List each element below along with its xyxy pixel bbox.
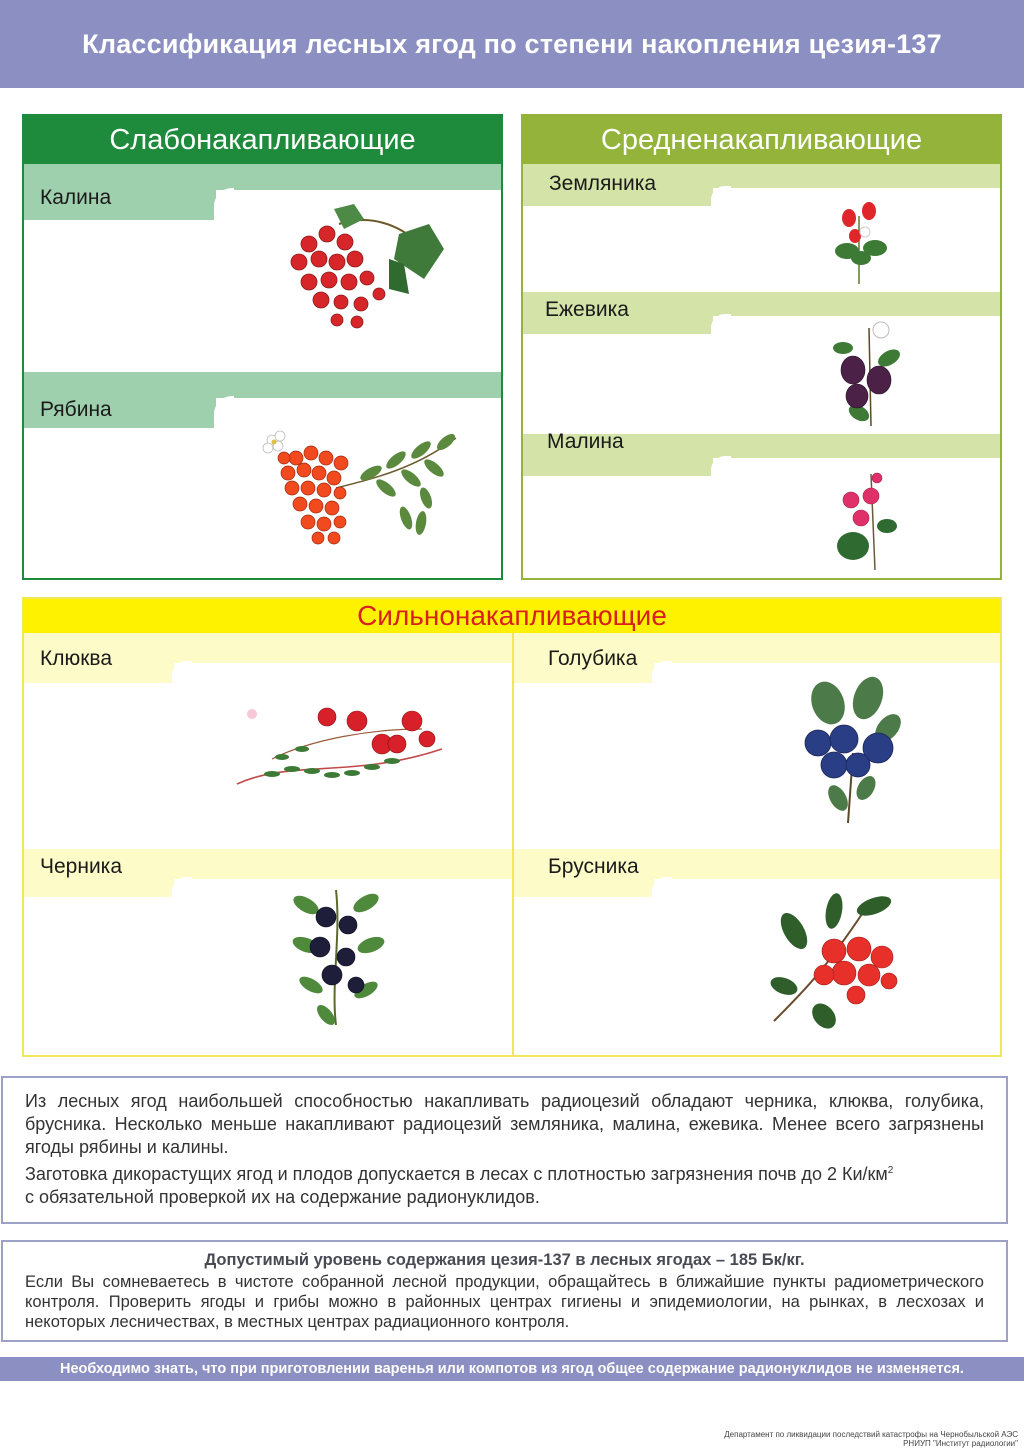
info-paragraph-3: с обязательной проверкой их на содержание радионуклидов. bbox=[25, 1187, 540, 1207]
weak-panel bbox=[22, 114, 503, 580]
credit-line-2: РНИУП "Институт радиологии" bbox=[903, 1439, 1018, 1448]
info-box bbox=[1, 1076, 1008, 1224]
tab-corner bbox=[711, 456, 731, 478]
page-title: Классификация лесных ягод по степени накопления цезия-137 bbox=[82, 28, 942, 59]
tab-corner bbox=[214, 188, 234, 222]
label-chernika: Черника bbox=[40, 855, 123, 878]
golubika-image bbox=[798, 673, 908, 825]
label-zemlyanika: Земляника bbox=[549, 172, 657, 195]
limit-title: Допустимый уровень содержания цезия-137 в лесных ягодах – 185 Бк/кг. bbox=[204, 1251, 805, 1269]
tab-corner bbox=[652, 661, 672, 685]
tab-bar bbox=[24, 372, 503, 398]
klyukva-image bbox=[232, 699, 447, 799]
label-klyukva: Клюква bbox=[40, 647, 113, 670]
limit-box bbox=[1, 1240, 1008, 1342]
tab-notch bbox=[523, 458, 713, 476]
zemlyanika-image bbox=[829, 196, 899, 286]
label-ezhevika: Ежевика bbox=[545, 298, 629, 321]
tab-corner bbox=[652, 877, 672, 899]
weak-panel-header: Слабонакапливающие bbox=[24, 116, 501, 164]
title-bar bbox=[0, 0, 1024, 88]
strong-panel-header: Сильнонакапливающие bbox=[24, 599, 1000, 633]
tab-corner bbox=[172, 877, 192, 899]
limit-body: Если Вы сомневаетесь в чистоте собранной лесной продукции, обращайтесь в ближайшие пункты радиометрического контроля. Проверить ягоды и грибы можно в районных центрах гигиены и эпидемиологии, на рынках, в лесхозах и некоторых лесничествах, в местных центрах радиационного контроля. bbox=[25, 1273, 984, 1331]
strong-panel bbox=[22, 597, 1002, 1057]
chernika-image bbox=[286, 885, 396, 1031]
tab-corner bbox=[711, 186, 731, 208]
brusnika-image bbox=[764, 891, 910, 1031]
info-superscript: 2 bbox=[887, 1165, 894, 1176]
tab-corner bbox=[172, 661, 192, 685]
malina-image bbox=[831, 466, 901, 572]
label-kalina: Калина bbox=[40, 186, 112, 209]
ryabina-image bbox=[256, 428, 466, 558]
tab-corner bbox=[711, 314, 731, 336]
medium-panel bbox=[521, 114, 1002, 580]
kalina-image bbox=[279, 204, 449, 334]
tab-corner bbox=[214, 396, 234, 430]
tab-notch bbox=[24, 879, 174, 897]
label-golubika: Голубика bbox=[548, 647, 638, 670]
label-malina: Малина bbox=[547, 430, 624, 453]
info-paragraph-2-text: Заготовка дикорастущих ягод и плодов допускается в лесах с плотностью загрязнения почв до 2 Ки/км bbox=[25, 1164, 888, 1184]
info-paragraph-2 bbox=[25, 1159, 984, 1186]
info-paragraph-1: Из лесных ягод наибольшей способностью накапливать радиоцезий обладают черника, клюква, голубика, брусника. Несколько меньше накапливают радиоцезий земляника, малина, ежевика. Менее всего загрязнены ягоды рябины и калины. bbox=[25, 1091, 984, 1157]
credit-line-1: Департамент по ликвидации последствий катастрофы на Чернобыльской АЭС bbox=[724, 1430, 1018, 1439]
tab-notch bbox=[514, 879, 654, 897]
ezhevika-image bbox=[829, 318, 909, 428]
footer-note: Необходимо знать, что при приготовлении варенья или компотов из ягод общее содержание радионуклидов не изменяется. bbox=[0, 1357, 1024, 1381]
medium-panel-header: Средненакапливающие bbox=[523, 116, 1000, 164]
strong-divider bbox=[512, 633, 514, 1057]
label-ryabina: Рябина bbox=[40, 398, 112, 421]
label-brusnika: Брусника bbox=[548, 855, 639, 878]
